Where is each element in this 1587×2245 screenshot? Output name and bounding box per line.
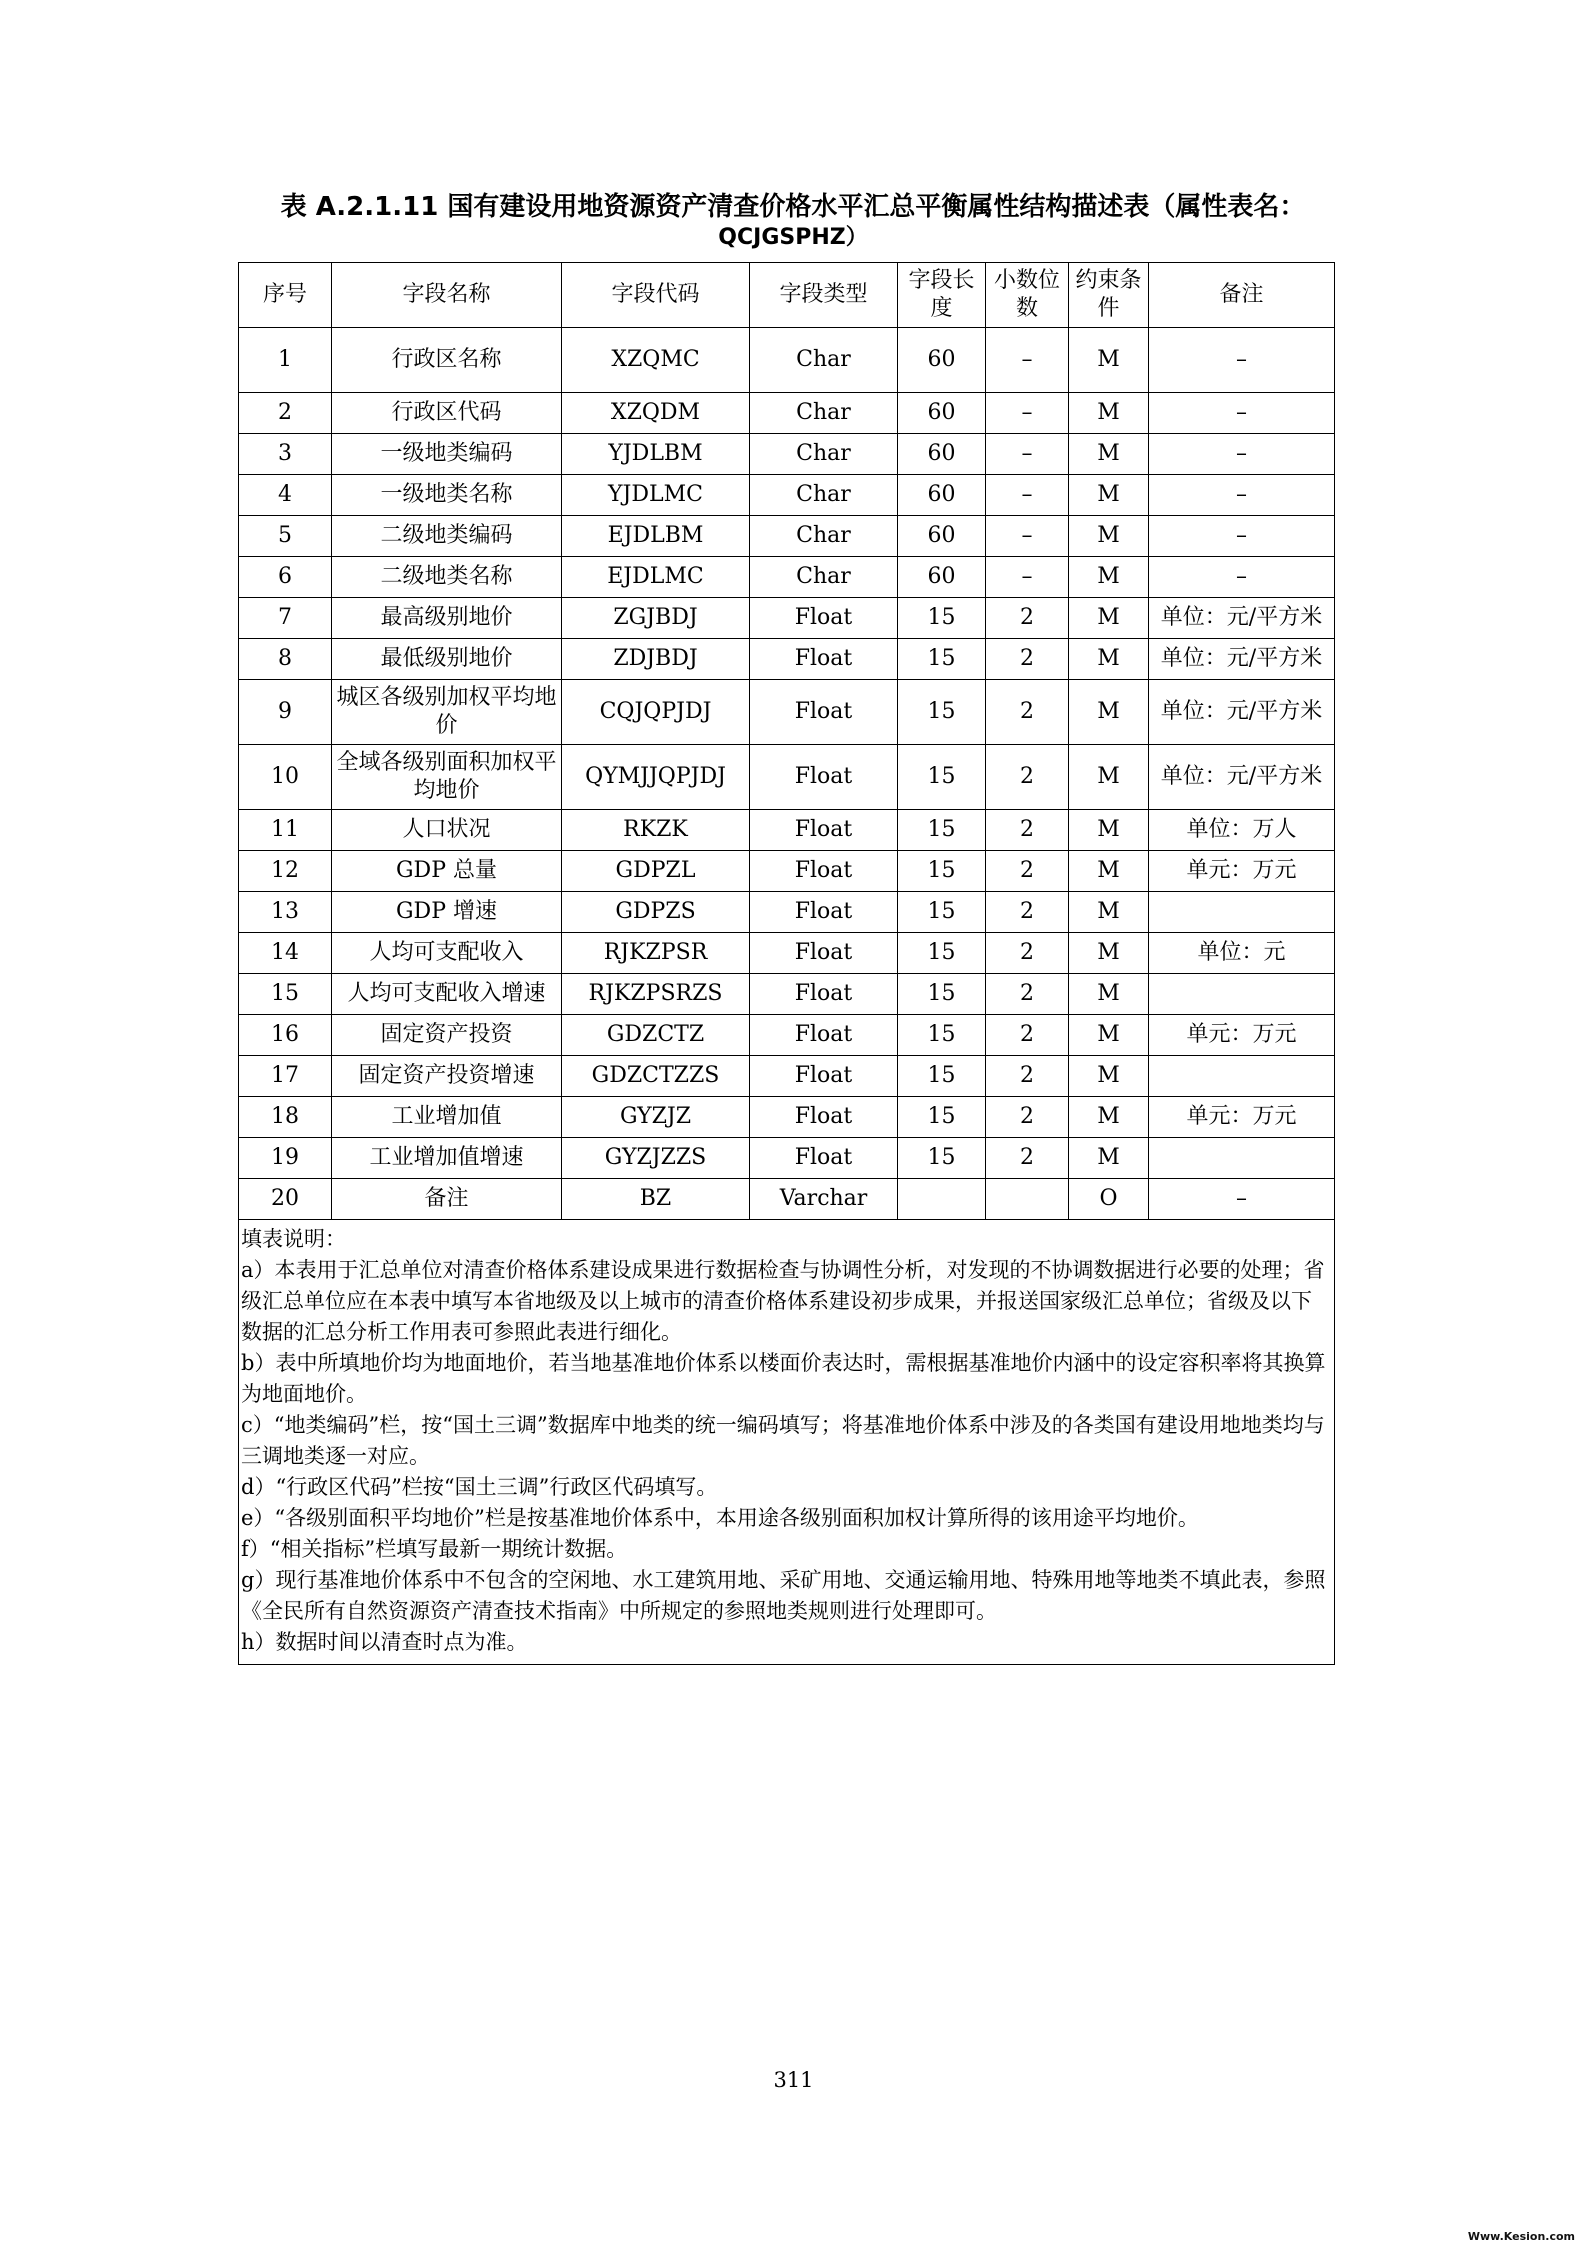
cell-field-length: 15 bbox=[898, 892, 986, 933]
cell-field-length: 60 bbox=[898, 328, 986, 393]
cell-constraint: M bbox=[1069, 745, 1149, 810]
header-cell: 备注 bbox=[1149, 263, 1335, 328]
cell-field-name: 一级地类名称 bbox=[332, 475, 562, 516]
cell-field-length: 60 bbox=[898, 557, 986, 598]
cell-field-code: RJKZPSRZS bbox=[562, 974, 750, 1015]
table-row bbox=[239, 1179, 1335, 1220]
note-item: d）“行政区代码”栏按“国土三调”行政区代码填写。 bbox=[241, 1475, 718, 1499]
cell-field-length: 15 bbox=[898, 851, 986, 892]
cell-row-number: 3 bbox=[239, 434, 332, 475]
notes-heading: 填表说明： bbox=[241, 1227, 346, 1251]
cell-field-name: 固定资产投资增速 bbox=[332, 1056, 562, 1097]
cell-constraint: M bbox=[1069, 639, 1149, 680]
cell-remark bbox=[1149, 1056, 1335, 1097]
cell-row-number: 5 bbox=[239, 516, 332, 557]
table-row bbox=[239, 1097, 1335, 1138]
table-row bbox=[239, 974, 1335, 1015]
cell-decimal-places: – bbox=[986, 475, 1069, 516]
cell-constraint: M bbox=[1069, 974, 1149, 1015]
cell-decimal-places: 2 bbox=[986, 892, 1069, 933]
cell-row-number: 4 bbox=[239, 475, 332, 516]
cell-row-number: 1 bbox=[239, 328, 332, 393]
cell-field-name: 一级地类编码 bbox=[332, 434, 562, 475]
cell-field-code: XZQDM bbox=[562, 393, 750, 434]
cell-field-type: Float bbox=[750, 598, 898, 639]
cell-row-number: 9 bbox=[239, 680, 332, 745]
cell-row-number: 11 bbox=[239, 810, 332, 851]
table-row bbox=[239, 434, 1335, 475]
note-item: e）“各级别面积平均地价”栏是按基准地价体系中，本用途各级别面积加权计算所得的该用途平均地价。 bbox=[241, 1506, 1199, 1530]
cell-field-type: Float bbox=[750, 1138, 898, 1179]
table-row bbox=[239, 557, 1335, 598]
cell-field-length: 15 bbox=[898, 639, 986, 680]
cell-field-type: Char bbox=[750, 475, 898, 516]
cell-constraint: M bbox=[1069, 557, 1149, 598]
cell-field-type: Char bbox=[750, 557, 898, 598]
cell-field-length: 15 bbox=[898, 810, 986, 851]
cell-remark bbox=[1149, 892, 1335, 933]
cell-constraint: M bbox=[1069, 393, 1149, 434]
table-row bbox=[239, 1015, 1335, 1056]
cell-field-code: EJDLBM bbox=[562, 516, 750, 557]
cell-field-code: GDPZS bbox=[562, 892, 750, 933]
cell-field-name: 二级地类名称 bbox=[332, 557, 562, 598]
cell-constraint: M bbox=[1069, 598, 1149, 639]
cell-decimal-places: 2 bbox=[986, 680, 1069, 745]
header-cell: 字段长度 bbox=[898, 263, 986, 328]
header-cell: 字段名称 bbox=[332, 263, 562, 328]
cell-row-number: 12 bbox=[239, 851, 332, 892]
cell-field-length: 15 bbox=[898, 745, 986, 810]
cell-field-name: 固定资产投资 bbox=[332, 1015, 562, 1056]
header-cell: 序号 bbox=[239, 263, 332, 328]
cell-remark: – bbox=[1149, 475, 1335, 516]
cell-decimal-places: 2 bbox=[986, 1056, 1069, 1097]
table-row bbox=[239, 851, 1335, 892]
cell-field-name: 人口状况 bbox=[332, 810, 562, 851]
cell-constraint: M bbox=[1069, 516, 1149, 557]
cell-field-code: YJDLMC bbox=[562, 475, 750, 516]
page-number: 311 bbox=[773, 2068, 814, 2092]
cell-field-type: Float bbox=[750, 933, 898, 974]
cell-constraint: M bbox=[1069, 1015, 1149, 1056]
cell-field-code: ZGJBDJ bbox=[562, 598, 750, 639]
cell-field-length: 15 bbox=[898, 680, 986, 745]
cell-field-name: 工业增加值增速 bbox=[332, 1138, 562, 1179]
table-title bbox=[238, 190, 1348, 252]
cell-row-number: 17 bbox=[239, 1056, 332, 1097]
cell-constraint: M bbox=[1069, 933, 1149, 974]
cell-field-name: 工业增加值 bbox=[332, 1097, 562, 1138]
cell-field-length: 15 bbox=[898, 598, 986, 639]
cell-field-name: 城区各级别加权平均地价 bbox=[332, 680, 562, 745]
cell-decimal-places: 2 bbox=[986, 974, 1069, 1015]
cell-field-name: 行政区名称 bbox=[332, 328, 562, 393]
cell-field-code: GDPZL bbox=[562, 851, 750, 892]
cell-field-type: Float bbox=[750, 974, 898, 1015]
cell-field-code: ZDJBDJ bbox=[562, 639, 750, 680]
cell-field-length: 15 bbox=[898, 1138, 986, 1179]
table-row bbox=[239, 933, 1335, 974]
cell-field-code: QYMJJQPJDJ bbox=[562, 745, 750, 810]
cell-remark: 单元：万元 bbox=[1149, 1015, 1335, 1056]
cell-field-type: Float bbox=[750, 1097, 898, 1138]
cell-field-code: GYZJZ bbox=[562, 1097, 750, 1138]
cell-row-number: 13 bbox=[239, 892, 332, 933]
cell-field-type: Float bbox=[750, 810, 898, 851]
cell-row-number: 18 bbox=[239, 1097, 332, 1138]
cell-constraint: M bbox=[1069, 328, 1149, 393]
cell-field-code: EJDLMC bbox=[562, 557, 750, 598]
cell-decimal-places: 2 bbox=[986, 1097, 1069, 1138]
cell-field-name: 人均可支配收入 bbox=[332, 933, 562, 974]
cell-field-type: Float bbox=[750, 745, 898, 810]
cell-remark: – bbox=[1149, 328, 1335, 393]
table-row bbox=[239, 328, 1335, 393]
cell-row-number: 7 bbox=[239, 598, 332, 639]
cell-remark bbox=[1149, 1138, 1335, 1179]
cell-row-number: 8 bbox=[239, 639, 332, 680]
cell-field-name: GDP 增速 bbox=[332, 892, 562, 933]
cell-field-length: 15 bbox=[898, 974, 986, 1015]
cell-field-type: Float bbox=[750, 680, 898, 745]
table-row bbox=[239, 598, 1335, 639]
cell-field-type: Char bbox=[750, 393, 898, 434]
cell-decimal-places: – bbox=[986, 516, 1069, 557]
cell-constraint: M bbox=[1069, 810, 1149, 851]
cell-field-type: Float bbox=[750, 1015, 898, 1056]
cell-row-number: 6 bbox=[239, 557, 332, 598]
cell-field-type: Varchar bbox=[750, 1179, 898, 1220]
cell-field-type: Float bbox=[750, 639, 898, 680]
cell-decimal-places: 2 bbox=[986, 639, 1069, 680]
cell-row-number: 15 bbox=[239, 974, 332, 1015]
cell-field-type: Float bbox=[750, 851, 898, 892]
cell-remark: 单位：元/平方米 bbox=[1149, 745, 1335, 810]
cell-remark: 单位：万人 bbox=[1149, 810, 1335, 851]
cell-field-length: 15 bbox=[898, 1056, 986, 1097]
cell-decimal-places: 2 bbox=[986, 810, 1069, 851]
note-item: g）现行基准地价体系中不包含的空闲地、水工建筑用地、采矿用地、交通运输用地、特殊用地等地类不填此表，参照《全民所有自然资源资产清查技术指南》中所规定的参照地类规则进行处理即可。 bbox=[241, 1568, 1326, 1623]
cell-constraint: M bbox=[1069, 475, 1149, 516]
cell-field-code: CQJQPJDJ bbox=[562, 680, 750, 745]
cell-field-name: 人均可支配收入增速 bbox=[332, 974, 562, 1015]
cell-field-length: 60 bbox=[898, 475, 986, 516]
notes-row bbox=[239, 1220, 1335, 1665]
cell-remark: – bbox=[1149, 557, 1335, 598]
cell-decimal-places: 2 bbox=[986, 851, 1069, 892]
cell-decimal-places: 2 bbox=[986, 933, 1069, 974]
cell-field-type: Char bbox=[750, 516, 898, 557]
cell-decimal-places: 2 bbox=[986, 1138, 1069, 1179]
cell-field-length: 15 bbox=[898, 1097, 986, 1138]
cell-row-number: 2 bbox=[239, 393, 332, 434]
cell-remark: 单位：元 bbox=[1149, 933, 1335, 974]
cell-remark: – bbox=[1149, 434, 1335, 475]
cell-field-name: 最低级别地价 bbox=[332, 639, 562, 680]
cell-field-type: Char bbox=[750, 434, 898, 475]
cell-row-number: 19 bbox=[239, 1138, 332, 1179]
cell-field-length: 15 bbox=[898, 933, 986, 974]
table-row bbox=[239, 745, 1335, 810]
table-title-line1: 表 A.2.1.11 国有建设用地资源资产清查价格水平汇总平衡属性结构描述表（属性表名： bbox=[280, 192, 1306, 222]
table-body bbox=[239, 328, 1335, 1220]
cell-remark: 单元：万元 bbox=[1149, 1097, 1335, 1138]
cell-remark: – bbox=[1149, 393, 1335, 434]
cell-field-code: RJKZPSR bbox=[562, 933, 750, 974]
cell-decimal-places: 2 bbox=[986, 598, 1069, 639]
fill-instructions bbox=[239, 1220, 1335, 1665]
cell-field-code: GYZJZZS bbox=[562, 1138, 750, 1179]
cell-remark: – bbox=[1149, 516, 1335, 557]
table-row bbox=[239, 810, 1335, 851]
cell-field-code: RKZK bbox=[562, 810, 750, 851]
cell-field-code: BZ bbox=[562, 1179, 750, 1220]
table-row bbox=[239, 516, 1335, 557]
attribute-table bbox=[238, 262, 1335, 1665]
cell-field-type: Float bbox=[750, 1056, 898, 1097]
table-row bbox=[239, 393, 1335, 434]
note-item: b）表中所填地价均为地面地价，若当地基准地价体系以楼面价表达时，需根据基准地价内涵中的设定容积率将其换算为地面地价。 bbox=[241, 1351, 1326, 1406]
cell-field-length: 60 bbox=[898, 434, 986, 475]
cell-field-code: XZQMC bbox=[562, 328, 750, 393]
cell-field-length bbox=[898, 1179, 986, 1220]
cell-constraint: M bbox=[1069, 1138, 1149, 1179]
table-row bbox=[239, 1056, 1335, 1097]
note-item: c）“地类编码”栏，按“国土三调”数据库中地类的统一编码填写；将基准地价体系中涉及的各类国有建设用地地类均与三调地类逐一对应。 bbox=[241, 1413, 1325, 1468]
table-title-line2: QCJGSPHZ） bbox=[718, 225, 868, 250]
cell-remark: – bbox=[1149, 1179, 1335, 1220]
cell-field-name: 行政区代码 bbox=[332, 393, 562, 434]
cell-remark: 单位：元/平方米 bbox=[1149, 639, 1335, 680]
header-cell: 字段代码 bbox=[562, 263, 750, 328]
cell-row-number: 16 bbox=[239, 1015, 332, 1056]
cell-remark bbox=[1149, 974, 1335, 1015]
cell-field-length: 15 bbox=[898, 1015, 986, 1056]
cell-field-length: 60 bbox=[898, 516, 986, 557]
cell-remark: 单元：万元 bbox=[1149, 851, 1335, 892]
table-row bbox=[239, 680, 1335, 745]
cell-decimal-places: – bbox=[986, 328, 1069, 393]
header-cell: 字段类型 bbox=[750, 263, 898, 328]
cell-field-length: 60 bbox=[898, 393, 986, 434]
table-row bbox=[239, 639, 1335, 680]
cell-decimal-places: – bbox=[986, 434, 1069, 475]
cell-decimal-places: 2 bbox=[986, 1015, 1069, 1056]
cell-remark: 单位：元/平方米 bbox=[1149, 680, 1335, 745]
cell-field-name: 最高级别地价 bbox=[332, 598, 562, 639]
note-item: h）数据时间以清查时点为准。 bbox=[241, 1630, 528, 1654]
table-row bbox=[239, 892, 1335, 933]
header-row bbox=[239, 263, 1335, 328]
cell-constraint: M bbox=[1069, 680, 1149, 745]
cell-decimal-places: – bbox=[986, 393, 1069, 434]
cell-constraint: M bbox=[1069, 1097, 1149, 1138]
cell-remark: 单位：元/平方米 bbox=[1149, 598, 1335, 639]
cell-row-number: 14 bbox=[239, 933, 332, 974]
cell-field-name: 二级地类编码 bbox=[332, 516, 562, 557]
note-item: a）本表用于汇总单位对清查价格体系建设成果进行数据检查与协调性分析，对发现的不协调数据进行必要的处理；省级汇总单位应在本表中填写本省地级及以上城市的清查价格体系建设初步成果，并报送国家级汇总单位；省级及以下数据的汇总分析工作用表可参照此表进行细化。 bbox=[241, 1258, 1325, 1344]
cell-constraint: O bbox=[1069, 1179, 1149, 1220]
note-item: f）“相关指标”栏填写最新一期统计数据。 bbox=[241, 1537, 628, 1561]
cell-row-number: 10 bbox=[239, 745, 332, 810]
cell-decimal-places: – bbox=[986, 557, 1069, 598]
cell-field-code: GDZCTZZS bbox=[562, 1056, 750, 1097]
table-row bbox=[239, 475, 1335, 516]
cell-constraint: M bbox=[1069, 892, 1149, 933]
cell-constraint: M bbox=[1069, 851, 1149, 892]
cell-constraint: M bbox=[1069, 434, 1149, 475]
cell-row-number: 20 bbox=[239, 1179, 332, 1220]
cell-field-name: GDP 总量 bbox=[332, 851, 562, 892]
header-cell: 约束条件 bbox=[1069, 263, 1149, 328]
cell-field-code: YJDLBM bbox=[562, 434, 750, 475]
cell-constraint: M bbox=[1069, 1056, 1149, 1097]
cell-field-code: GDZCTZ bbox=[562, 1015, 750, 1056]
cell-field-type: Float bbox=[750, 892, 898, 933]
table-row bbox=[239, 1138, 1335, 1179]
watermark-text: Www.Kesion.com bbox=[1467, 2230, 1575, 2243]
cell-field-name: 备注 bbox=[332, 1179, 562, 1220]
cell-decimal-places bbox=[986, 1179, 1069, 1220]
header-cell: 小数位数 bbox=[986, 263, 1069, 328]
cell-decimal-places: 2 bbox=[986, 745, 1069, 810]
cell-field-type: Char bbox=[750, 328, 898, 393]
cell-field-name: 全域各级别面积加权平均地价 bbox=[332, 745, 562, 810]
